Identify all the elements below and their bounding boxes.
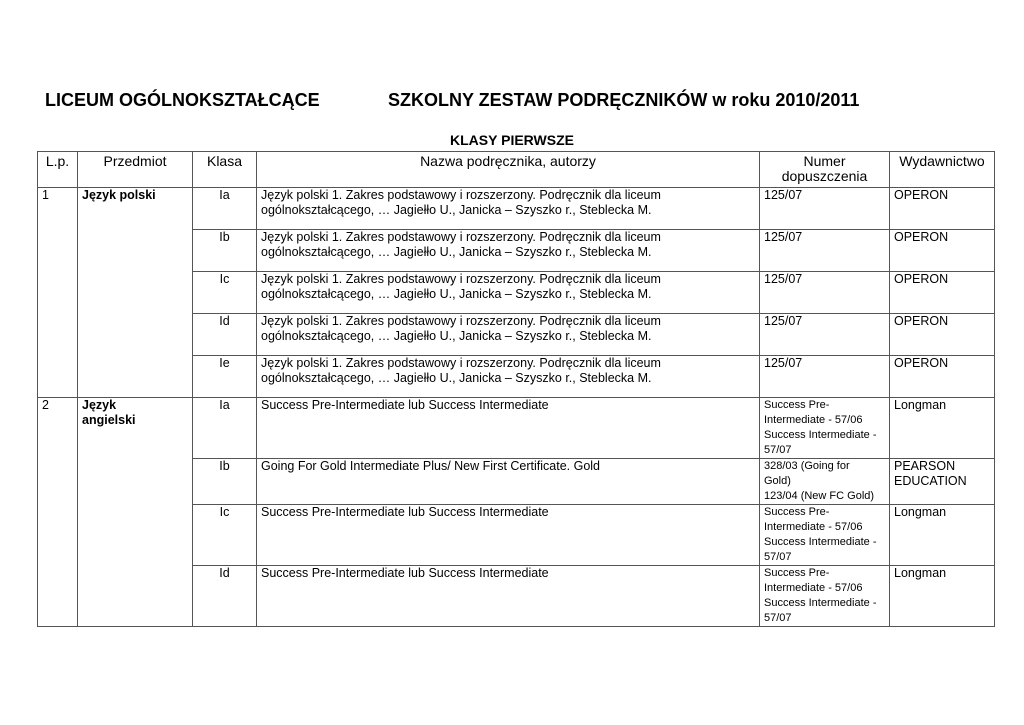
approval-number-line: 125/07 (764, 314, 803, 328)
publisher-line: OPERON (894, 314, 949, 328)
textbook-title-cell (257, 356, 760, 398)
class-cell: Id (193, 314, 257, 356)
class-cell: Ic (193, 272, 257, 314)
publisher-cell (890, 188, 995, 230)
publisher-line: Longman (894, 566, 947, 580)
publisher-cell (890, 398, 995, 459)
publisher-line: Longman (894, 398, 947, 412)
textbook-title-line: Success Pre-Intermediate lub Success Intermediate (261, 566, 549, 580)
class-cell: Id (193, 566, 257, 627)
textbook-title-cell (257, 566, 760, 627)
textbook-title-cell (257, 272, 760, 314)
approval-number-line: Intermediate - 57/06 (764, 582, 863, 594)
publisher-cell (890, 505, 995, 566)
textbook-title-line: Język polski 1. Zakres podstawowy i rozszerzony. Podręcznik dla liceum (261, 230, 661, 244)
approval-number-line: 328/03 (Going for (764, 460, 850, 472)
row-number-cell: 2 (38, 398, 78, 627)
approval-number-line: 57/07 (764, 551, 792, 563)
class-cell: Ic (193, 505, 257, 566)
publisher-line: OPERON (894, 230, 949, 244)
class-cell: Ib (193, 230, 257, 272)
approval-number-cell (760, 188, 890, 230)
column-header-subject: Przedmiot (78, 152, 193, 188)
publisher-cell (890, 230, 995, 272)
approval-number-line: Success Intermediate - (764, 429, 877, 441)
subject-cell (78, 188, 193, 398)
publisher-line: Longman (894, 505, 947, 519)
textbook-title-line: Success Pre-Intermediate lub Success Intermediate (261, 398, 549, 412)
textbook-title-cell (257, 188, 760, 230)
approval-number-line: Gold) (764, 475, 791, 487)
textbook-title-line: Success Pre-Intermediate lub Success Intermediate (261, 505, 549, 519)
approval-number-line: Success Pre- (764, 567, 830, 579)
approval-number-line: 123/04 (New FC Gold) (764, 490, 875, 502)
approval-number-line: Success Pre- (764, 506, 830, 518)
class-cell: Ia (193, 188, 257, 230)
textbook-title-cell (257, 398, 760, 459)
subject-name: Język polski (82, 188, 156, 202)
column-header-class: Klasa (193, 152, 257, 188)
publisher-cell (890, 459, 995, 505)
column-header-number (760, 152, 890, 188)
approval-number-line: 125/07 (764, 230, 803, 244)
textbook-title-line: ogólnokształcącego, … Jagiełło U., Janicka – Szyszko r., Steblecka M. (261, 329, 652, 343)
textbook-table (37, 151, 995, 627)
approval-number-cell (760, 356, 890, 398)
column-header-title: Nazwa podręcznika, autorzy (257, 152, 760, 188)
textbook-title-line: ogólnokształcącego, … Jagiełło U., Janicka – Szyszko r., Steblecka M. (261, 245, 652, 259)
publisher-cell (890, 356, 995, 398)
publisher-line: OPERON (894, 188, 949, 202)
textbook-title-line: Język polski 1. Zakres podstawowy i rozszerzony. Podręcznik dla liceum (261, 272, 661, 286)
textbook-title-line: Going For Gold Intermediate Plus/ New First Certificate. Gold (261, 459, 601, 473)
approval-number-line: 57/07 (764, 612, 792, 624)
textbook-title-line: ogólnokształcącego, … Jagiełło U., Janicka – Szyszko r., Steblecka M. (261, 371, 652, 385)
subject-cell (78, 398, 193, 627)
textbook-title-cell (257, 459, 760, 505)
approval-number-line: 125/07 (764, 356, 803, 370)
table-row (38, 188, 995, 230)
textbook-title-line: Język polski 1. Zakres podstawowy i rozszerzony. Podręcznik dla liceum (261, 314, 661, 328)
column-header-number-line: dopuszczenia (781, 168, 868, 184)
publisher-line: OPERON (894, 272, 949, 286)
subject-name: angielski (82, 413, 136, 427)
publisher-line: EDUCATION (894, 474, 967, 488)
publisher-line: PEARSON (894, 459, 956, 473)
table-header-row (38, 152, 995, 188)
approval-number-cell (760, 398, 890, 459)
approval-number-line: Success Intermediate - (764, 536, 877, 548)
approval-number-cell (760, 566, 890, 627)
class-cell: Ia (193, 398, 257, 459)
publisher-cell (890, 314, 995, 356)
class-cell: Ib (193, 459, 257, 505)
publisher-cell (890, 566, 995, 627)
school-name: LICEUM OGÓLNOKSZTAŁCĄCE (45, 90, 320, 110)
approval-number-line: 125/07 (764, 188, 803, 202)
approval-number-line: Intermediate - 57/06 (764, 414, 863, 426)
approval-number-cell (760, 272, 890, 314)
textbook-title-cell (257, 230, 760, 272)
class-cell: Ie (193, 356, 257, 398)
subject-name: Język (82, 398, 117, 412)
approval-number-cell (760, 505, 890, 566)
column-header-lp: L.p. (38, 152, 78, 188)
approval-number-cell (760, 314, 890, 356)
textbook-title-cell (257, 505, 760, 566)
document-title: SZKOLNY ZESTAW PODRĘCZNIKÓW w roku 2010/2011 (388, 90, 860, 110)
publisher-cell (890, 272, 995, 314)
textbook-title-cell (257, 314, 760, 356)
publisher-line: OPERON (894, 356, 949, 370)
approval-number-cell (760, 230, 890, 272)
textbook-title-line: ogólnokształcącego, … Jagiełło U., Janicka – Szyszko r., Steblecka M. (261, 203, 652, 217)
approval-number-line: Intermediate - 57/06 (764, 521, 863, 533)
row-number-cell: 1 (38, 188, 78, 398)
column-header-number-line: Numer (803, 153, 846, 169)
approval-number-line: 125/07 (764, 272, 803, 286)
approval-number-cell (760, 459, 890, 505)
section-subtitle: KLASY PIERWSZE (450, 132, 574, 148)
column-header-publisher: Wydawnictwo (890, 152, 995, 188)
textbook-title-line: ogólnokształcącego, … Jagiełło U., Janicka – Szyszko r., Steblecka M. (261, 287, 652, 301)
textbook-title-line: Język polski 1. Zakres podstawowy i rozszerzony. Podręcznik dla liceum (261, 188, 661, 202)
approval-number-line: Success Pre- (764, 399, 830, 411)
approval-number-line: Success Intermediate - (764, 597, 877, 609)
table-row (38, 398, 995, 459)
approval-number-line: 57/07 (764, 444, 792, 456)
textbook-title-line: Język polski 1. Zakres podstawowy i rozszerzony. Podręcznik dla liceum (261, 356, 661, 370)
